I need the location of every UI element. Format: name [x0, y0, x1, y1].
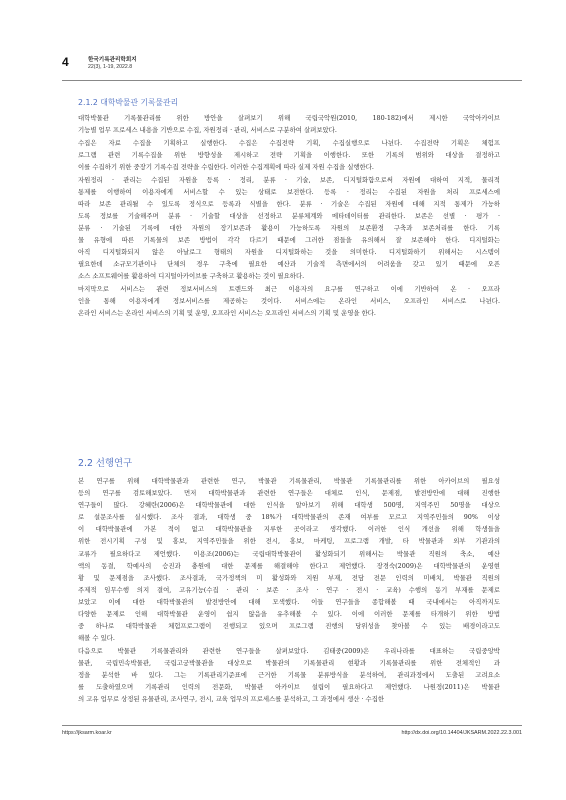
text-line: 물관, 국립민속박물관, 국립고궁박물관을 대상으로 박물관의 기록물관리 현황과 기록물관리를 위한 전체적인 과	[78, 658, 500, 667]
text-line: 소스 소프트웨어를 활용하여 디지털아카이브를 구축하고 활용하는 것이 필요하다.	[78, 272, 305, 281]
paragraph	[78, 112, 500, 136]
section-heading-2-2: 2.2 선행연구	[78, 458, 133, 469]
text-line: 로 설문조사를 실시했다. 조사 결과, 대학생 중 18%가 대학박물관의 존재 여부를 모르고 지역주민들의 90% 이상	[78, 513, 500, 522]
text-line: 등의 연구를 검토해보았다. 먼저 대학박물관과 관련한 연구들은 대체로 인식, 문제점, 발전방안에 대해 진행한	[78, 489, 500, 498]
text-line: 해볼 수 있다.	[78, 634, 115, 643]
text-line: 따라 보존 관리될 수 있도록 정식으로 등록과 식별을 한다. 분류 · 기술은 수집된 자원에 대해 지적 통제가 가능하	[78, 199, 500, 208]
running-header	[62, 51, 522, 77]
text-line: 위한 전시기획 구성 및 홍보, 지역주민들을 위한 전시, 홍보, 마케팅, 프로그램 개발, 타 박물관과 외부 기관과의	[78, 537, 500, 546]
text-line: 중 하나로 대학박물관 체험프로그램이 진행되고 있으며 프로그램 진행의 당위성을 찾아볼 수 있는 배경이라고도	[78, 622, 500, 631]
section-heading-2-1-2: 2.1.2 대학박물관 기록물관리	[78, 98, 179, 107]
paragraph	[78, 174, 500, 283]
text-line: 통제를 이행하여 이용자에게 서비스할 수 있는 상태로 보전한다. 등록 · 정리는 수집된 자원을 처리 프로세스에	[78, 187, 500, 196]
paragraph	[78, 137, 500, 173]
text-line: 수집은 자료 수집을 기획하고 실행한다. 수집은 수집전략 기획, 수집실행으로 나뉜다. 수집전략 기획은 체험프	[78, 138, 500, 147]
text-line: 자원정리 · 관리는 수집된 자원을 등록 · 정리, 분류 · 기술, 보존, 디지털화함으로써 자원에 대하여 지적, 물리적	[78, 175, 500, 184]
paragraph	[78, 475, 500, 644]
text-line: 마지막으로 서비스는 관련 정보서비스의 트렌드와 최근 이용자의 요구를 연구하고 이에 기반하여 온 · 오프라	[78, 284, 500, 293]
text-line: 본 연구를 위해 대학박물관과 관련한 연구, 박물관 기록물관리, 박물관 기록물관리를 위한 아카이브의 필요성	[78, 477, 500, 485]
text-line: 액의 동결, 학예사의 승진과 충원에 대한 문제를 해결해야 한다고 제언했다. 장경숙(2009)은 대학박물관의 운영현	[78, 561, 500, 570]
text-line: 황 및 문제점을 조사했다. 조사결과, 국가정책의 미 활성화와 지원 부재, 전담 전문 인력의 미배치, 박물관 직원의	[78, 573, 500, 582]
text-line: 보았고 이에 대한 대학박물관의 발전방안에 대해 모색했다. 이들 연구들을 종합해볼 때 국내에서는 아직까지도	[78, 597, 500, 606]
paragraph	[78, 645, 500, 705]
text-line: 대학박물관 기록물관리를 위한 방안을 살펴보기 위해 국립국악원(2010, 180-182)에서 제시한 국악아카이브	[78, 114, 500, 122]
doi-link[interactable]: http://dx.doi.org/10.14404/JKSARM.2022.22.3.001	[401, 730, 522, 736]
text-line: 로그램 관련 기록수집을 위한 방향성을 제시하고 전략 기획을 이행한다. 또한 기록의 범위와 대상을 결정하고	[78, 150, 500, 159]
page-number: 4	[62, 55, 69, 69]
text-line: 의 고유 업무로 상정된 유물관리, 조사연구, 전시, 교육 업무의 프로세스를 분석하고, 그 과정에서 생산 · 수집한	[78, 695, 385, 704]
text-line: 분류 · 기술된 기록에 대한 자원의 장기보존과 활용이 가능하도록 자원의 보존환경 구축과 보존처리를 한다. 기록	[78, 223, 500, 232]
journal-name: 한국기록관리학회지	[88, 57, 137, 63]
text-line: 이 대학박물관에 가본 적이 없고 대학박물관을 지루한 곳이라고 생각했다. 이러한 인식 개선을 위해 학생들을	[78, 525, 500, 534]
text-line: 도록 정보를 기술해주며 분류 · 기술할 대상을 선정하고 분류체계와 메타데이터를 관리한다. 보존은 선별 · 평가 ·	[78, 211, 500, 220]
text-line: 다음으로 박물관 기록물관리와 관련한 연구들을 살펴보았다. 김태중(2009)은 우리나라를 대표하는 국립중앙박	[78, 646, 500, 655]
journal-issue: 22(3), 1-19, 2022.8	[88, 64, 133, 70]
text-line: 온라인 서비스는 온라인 서비스의 기획 및 운영, 오프라인 서비스는 오프라인 서비스의 기획 및 운영을 한다.	[78, 309, 376, 318]
text-line: 필요한데 소규모기관이나 단체의 경우 구축에 필요한 예산과 기술적 측면에서의 어려움을 갖고 있기 때문에 오픈	[78, 260, 500, 269]
journal-url-link[interactable]: https://jksarm.koar.kr	[62, 730, 112, 736]
text-line: 이를 수집하기 위한 중장기 기록수집 전략을 수립한다. 이러한 수집계획에 따라 실제 자원 수집을 실행한다.	[78, 162, 374, 171]
footer-divider	[62, 725, 522, 726]
text-line: 를 도출하였으며 기록관리 인력의 전문화, 박물관 아카이브 설립이 필요하다고 제언했다. 나원정(2011)은 박물관	[78, 683, 500, 692]
text-line: 연구들이 많다. 강혜란(2006)은 대학박물관에 대한 인식을 알아보기 위해 대학생 500명, 지역주민 50명을 대상으	[78, 501, 500, 510]
text-line: 기능별 업무 프로세스 내용을 기반으로 수집, 자원정리 · 관리, 서비스로 구분하여 살펴보았다.	[78, 126, 337, 135]
text-line: 교류가 필요하다고 제언했다. 이용조(2006)는 국립대학박물관이 활성화되기 위해서는 박물관 직원의 축소, 예산	[78, 549, 500, 558]
text-line: 주제적 임무수행 의지 결여, 고유기능(수집 · 관리 · 보존 · 조사 · 연구 · 전시 · 교육) 수행의 동기 부재를 문제로	[78, 585, 500, 594]
paragraph	[78, 283, 500, 319]
text-line: 물 유형에 따른 기록물의 보존 방법이 각각 다르기 때문에 그러한 점들을 유의해서 잘 보존해야 한다. 디지털화는	[78, 235, 500, 244]
text-line: 아직 디지털화되지 않은 아날로그 형태의 자원을 디지털화하는 것을 의미한다. 디지털화하기 위해서는 시스템이	[78, 248, 500, 257]
text-line: 정을 분석한 바 있다. 그는 기록관리기준표에 근거한 기록물 분류방식을 분석하여, 관리과정에서 도출된 고려요소	[78, 671, 500, 680]
text-line: 다양한 문제로 인해 대학박물관 운영이 쉽지 않음을 유추해볼 수 있다. 이에 이러한 문제를 타개하기 위한 방법	[78, 610, 500, 619]
text-line: 인을 통해 이용자에게 정보서비스를 제공하는 것이다. 서비스에는 온라인 서비스, 오프라인 서비스로 나뉜다.	[78, 296, 500, 305]
header-divider	[62, 80, 522, 81]
